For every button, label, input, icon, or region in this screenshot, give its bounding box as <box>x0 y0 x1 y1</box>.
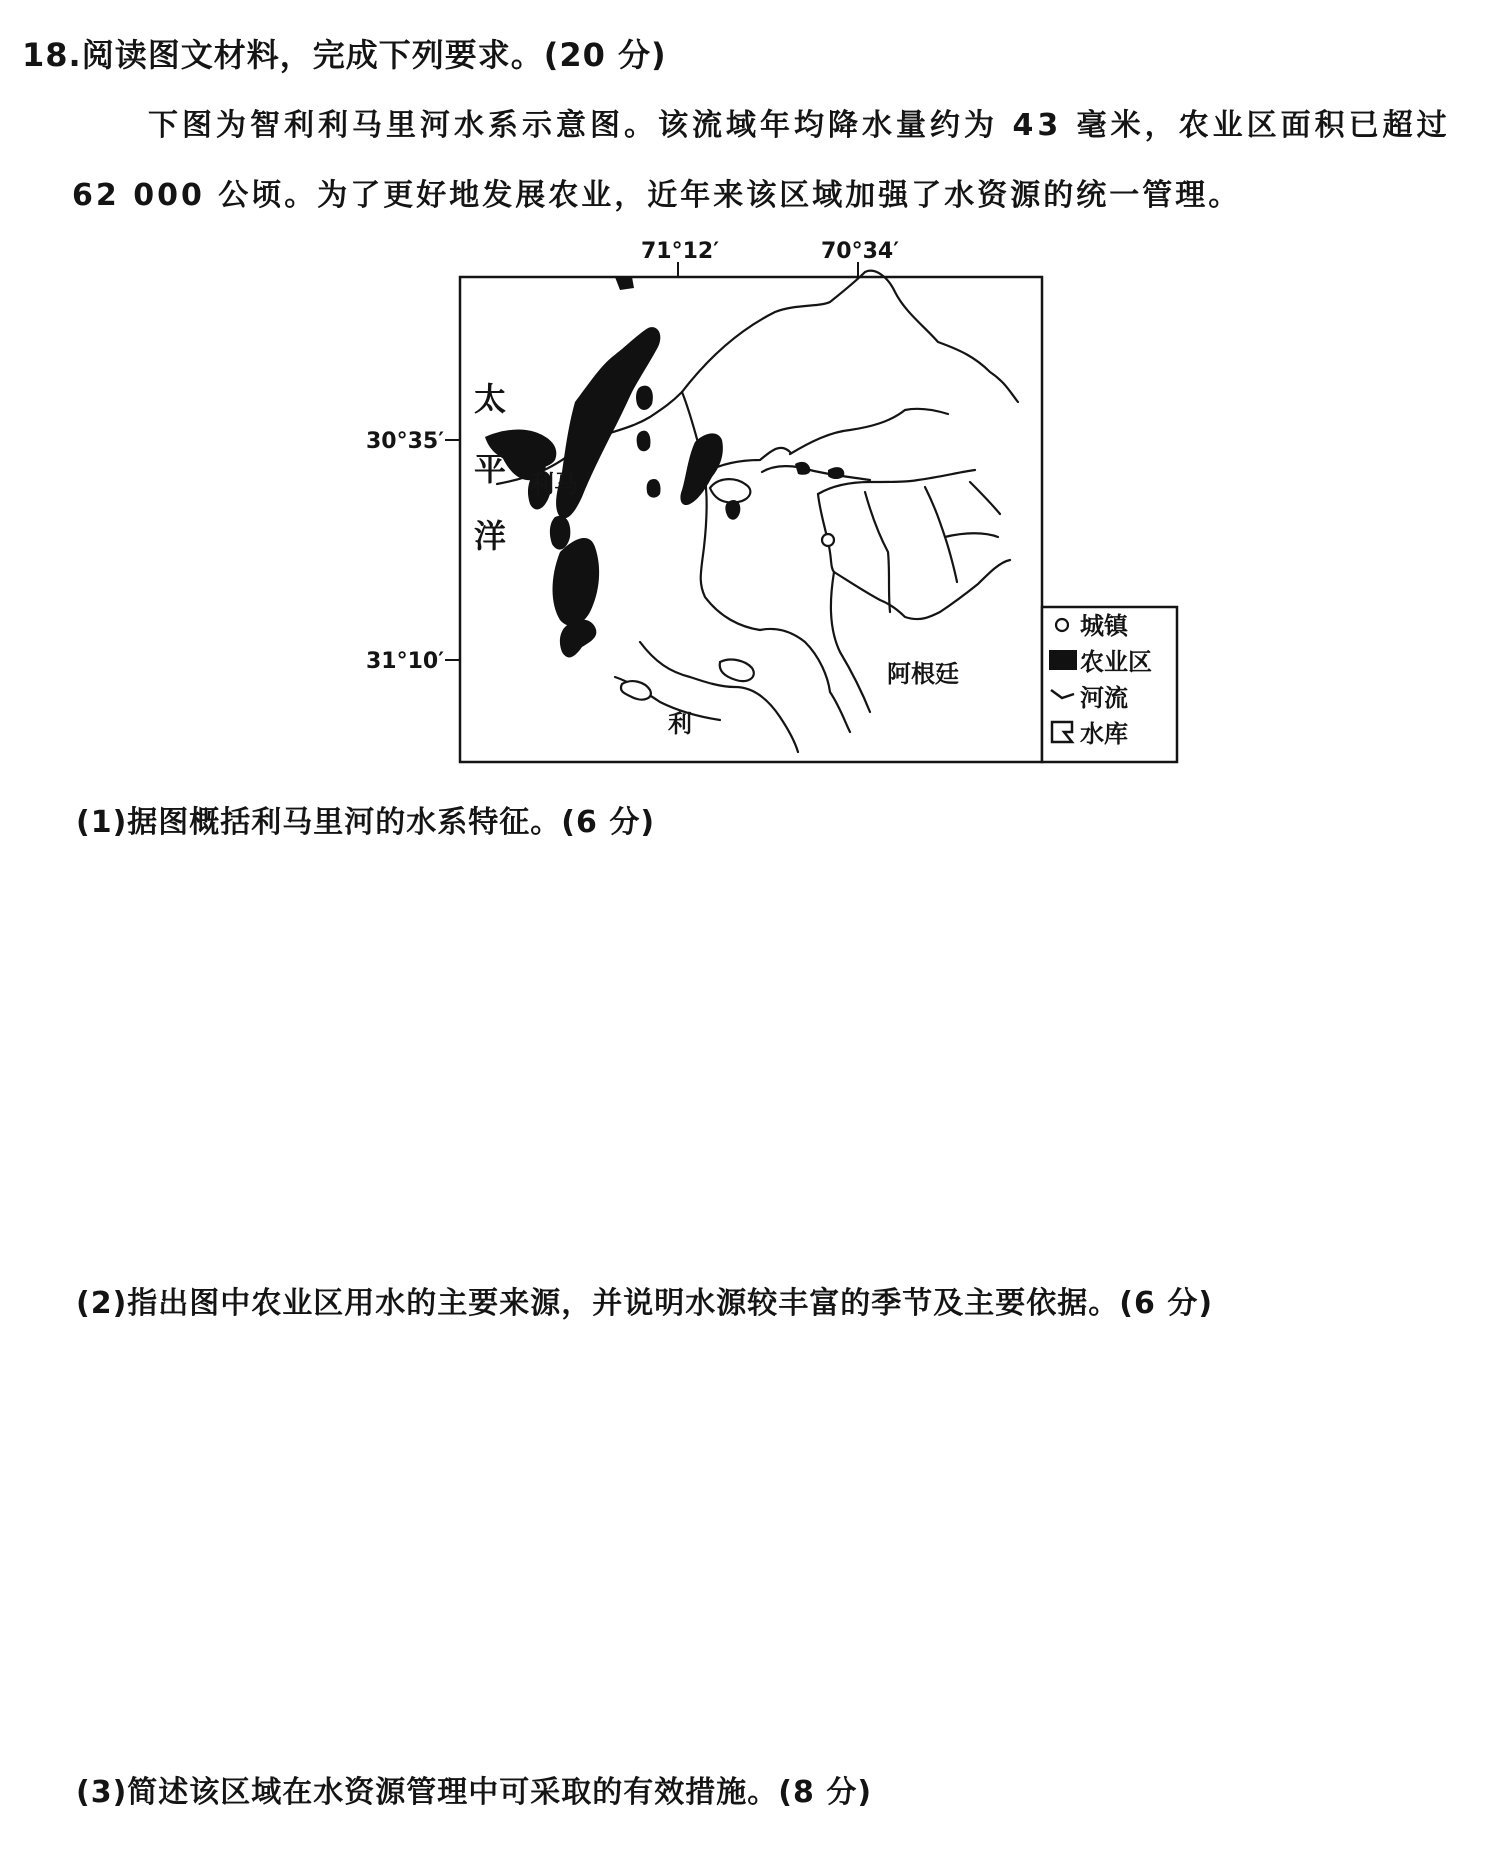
lon-label-1: 71°12′ <box>640 239 720 264</box>
intro-line-1: 下图为智利利马里河水系示意图。该流域年均降水量约为 43 毫米，农业区面积已超过 <box>148 108 1451 143</box>
limari-river-map <box>350 232 1200 772</box>
ocean-label-2: 平 <box>473 450 507 488</box>
ocean-label-1: 太 <box>473 380 507 418</box>
legend-label-river: 河流 <box>1080 684 1128 712</box>
legend-label-reservoir: 水库 <box>1080 720 1128 748</box>
lon-label-2: 70°34′ <box>820 239 900 264</box>
map-legend <box>1042 607 1177 762</box>
lat-label-2: 31°10′ <box>365 649 444 674</box>
legend-label-farm: 农业区 <box>1080 648 1152 676</box>
reservoir-icon <box>1052 722 1072 742</box>
town-circle-icon <box>1056 619 1068 631</box>
ocean-label-3: 洋 <box>473 517 507 555</box>
country-label-chile: 利 <box>668 710 692 738</box>
legend-label-town: 城镇 <box>1080 612 1128 640</box>
city-label-lima: 利马 <box>530 470 578 498</box>
intro-line-2: 62 000 公顷。为了更好地发展农业，近年来该区域加强了水资源的统一管理。 <box>72 178 1242 213</box>
sub-question-1: (1)据图概括利马里河的水系特征。(6 分) <box>76 805 656 840</box>
town-marker <box>822 534 834 546</box>
farm-area-swatch-icon <box>1049 650 1077 670</box>
sub-question-3: (3)简述该区域在水资源管理中可采取的有效措施。(8 分) <box>76 1775 873 1810</box>
sub-question-2: (2)指出图中农业区用水的主要来源，并说明水源较丰富的季节及主要依据。(6 分) <box>76 1286 1214 1321</box>
question-heading: 18.阅读图文材料，完成下列要求。(20 分) <box>22 36 667 74</box>
country-label-argentina: 阿根廷 <box>887 660 959 688</box>
lat-label-1: 30°35′ <box>365 429 444 454</box>
